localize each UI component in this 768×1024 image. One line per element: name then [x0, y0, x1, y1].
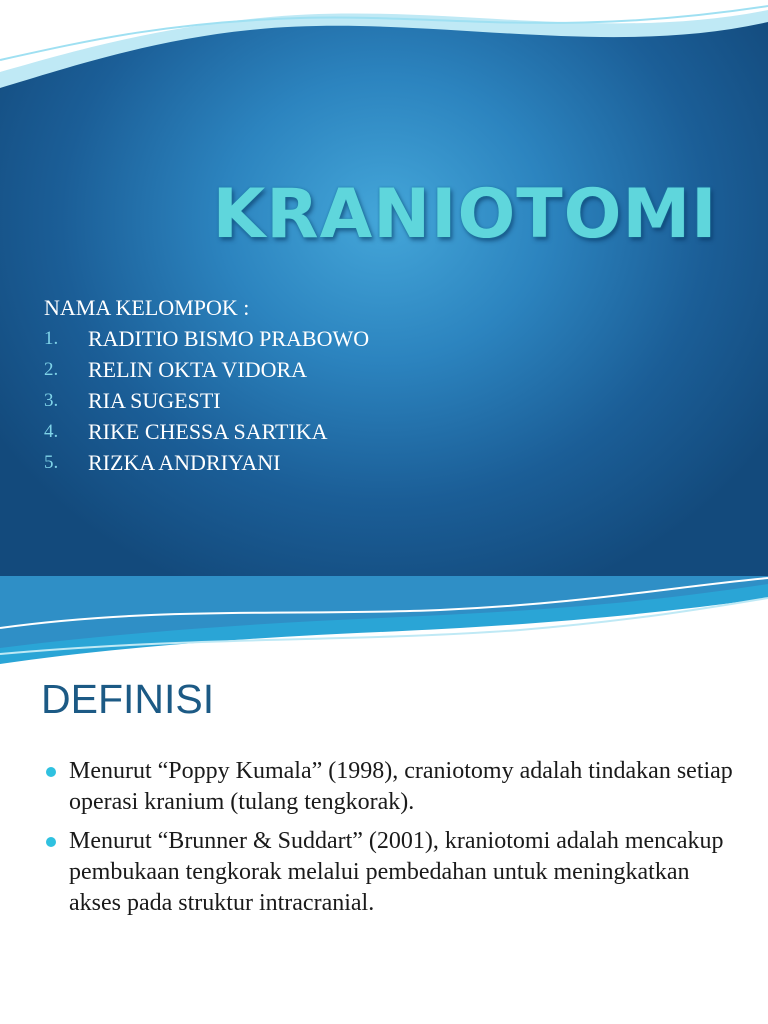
list-item	[44, 385, 369, 416]
definition-slide	[0, 576, 768, 1024]
member-name: RELIN OKTA VIDORA	[88, 357, 308, 382]
list-item	[46, 826, 736, 919]
bullet-icon	[46, 837, 56, 847]
list-item	[46, 756, 736, 818]
group-label: NAMA KELOMPOK :	[44, 295, 250, 320]
list-item	[44, 323, 369, 354]
list-number: 5.	[44, 452, 59, 473]
slide-title: KRANIOTOMI	[212, 175, 718, 254]
member-list	[44, 292, 369, 478]
list-number: 3.	[44, 390, 59, 411]
member-name: RIZKA ANDRIYANI	[88, 450, 281, 475]
list-item	[44, 354, 369, 385]
list-number: 2.	[44, 359, 59, 380]
list-item	[44, 416, 369, 447]
list-item	[44, 447, 369, 478]
top-wave-decoration	[0, 0, 768, 90]
list-number: 1.	[44, 328, 59, 349]
member-name: RADITIO BISMO PRABOWO	[88, 326, 370, 351]
list-number: 4.	[44, 421, 59, 442]
member-name: RIA SUGESTI	[88, 388, 221, 413]
slide-title: DEFINISI	[41, 676, 215, 722]
bullet-list	[46, 756, 736, 927]
bullet-text: Menurut “Brunner & Suddart” (2001), kraniotomi adalah mencakup pembukaan tengkorak melalui pembedahan untuk meningkatkan akses pada struktur intracranial.	[69, 828, 724, 916]
bullet-icon	[46, 767, 56, 777]
top-wave-decoration	[0, 576, 768, 666]
member-name: RIKE CHESSA SARTIKA	[88, 419, 328, 444]
bullet-text: Menurut “Poppy Kumala” (1998), craniotomy adalah tindakan setiap operasi kranium (tulang tengkorak).	[69, 758, 733, 815]
